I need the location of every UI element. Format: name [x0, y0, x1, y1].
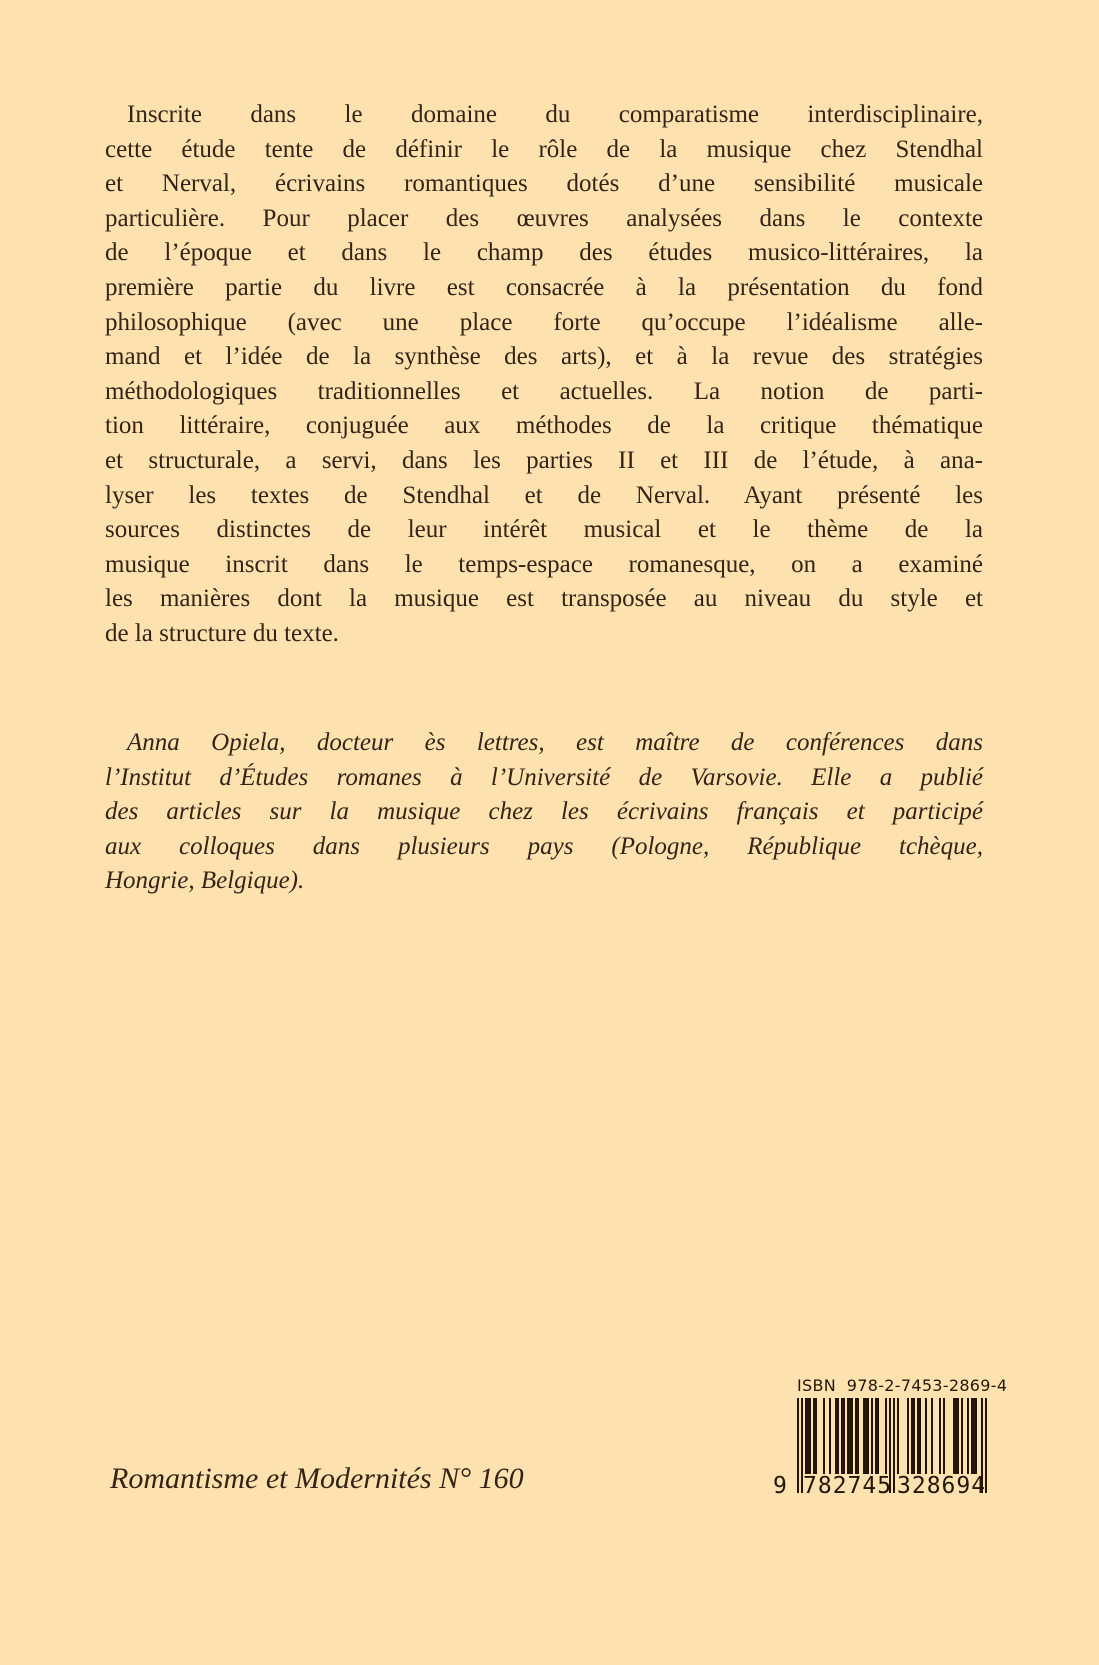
barcode-digits-left-group: 782745	[803, 1473, 893, 1499]
text-line: et structurale, a servi, dans les parties II et III de l’étude, à ana-	[105, 446, 983, 474]
text-line: et Nerval, écrivains romantiques dotés d’une sensibilité musicale	[105, 170, 983, 198]
text-line: Hongrie, Belgique).	[105, 867, 305, 895]
text-line: l’Institut d’Études romanes à l’Université de Varsovie. Elle a publié	[105, 763, 983, 791]
barcode-digits	[771, 1473, 987, 1499]
text-line: première partie du livre est consacrée à la présentation du fond	[105, 273, 983, 301]
text-line: sources distinctes de leur intérêt musical et le thème de la	[105, 516, 983, 544]
barcode-digit-prefix: 9	[773, 1473, 787, 1499]
text-line: méthodologiques traditionnelles et actuelles. La notion de parti-	[105, 377, 983, 405]
barcode-digits-right-group: 328694	[897, 1473, 987, 1499]
text-line: particulière. Pour placer des œuvres analysées dans le contexte	[105, 204, 983, 232]
author-bio-paragraph	[105, 726, 983, 899]
text-line: musique inscrit dans le temps-espace romanesque, on a examiné	[105, 550, 983, 578]
collection-series-label: Romantisme et Modernités N° 160	[110, 1462, 524, 1495]
isbn-number-label: ISBN 978-2-7453-2869-4	[797, 1376, 1008, 1395]
text-line: lyser les textes de Stendhal et de Nerval. Ayant présenté les	[105, 481, 983, 509]
text-line: Inscrite dans le domaine du comparatisme interdisciplinaire,	[127, 101, 983, 128]
text-line: des articles sur la musique chez les écrivains français et participé	[105, 798, 983, 826]
text-line: de l’époque et dans le champ des études musico-littéraires, la	[105, 239, 983, 267]
text-line: tion littéraire, conjuguée aux méthodes de la critique thématique	[105, 412, 983, 440]
text-line: de la structure du texte.	[105, 619, 339, 647]
text-line: les manières dont la musique est transposée au niveau du style et	[105, 585, 983, 613]
text-line: philosophique (avec une place forte qu’occupe l’idéalisme alle-	[105, 308, 983, 336]
synopsis-paragraph	[105, 98, 983, 652]
text-line: cette étude tente de définir le rôle de la musique chez Stendhal	[105, 135, 983, 163]
isbn-block	[771, 1376, 1008, 1499]
text-line: aux colloques dans plusieurs pays (Pologne, République tchèque,	[105, 832, 983, 860]
text-line: Anna Opiela, docteur ès lettres, est maître de conférences dans	[127, 729, 983, 756]
text-line: mand et l’idée de la synthèse des arts), et à la revue des stratégies	[105, 343, 983, 371]
